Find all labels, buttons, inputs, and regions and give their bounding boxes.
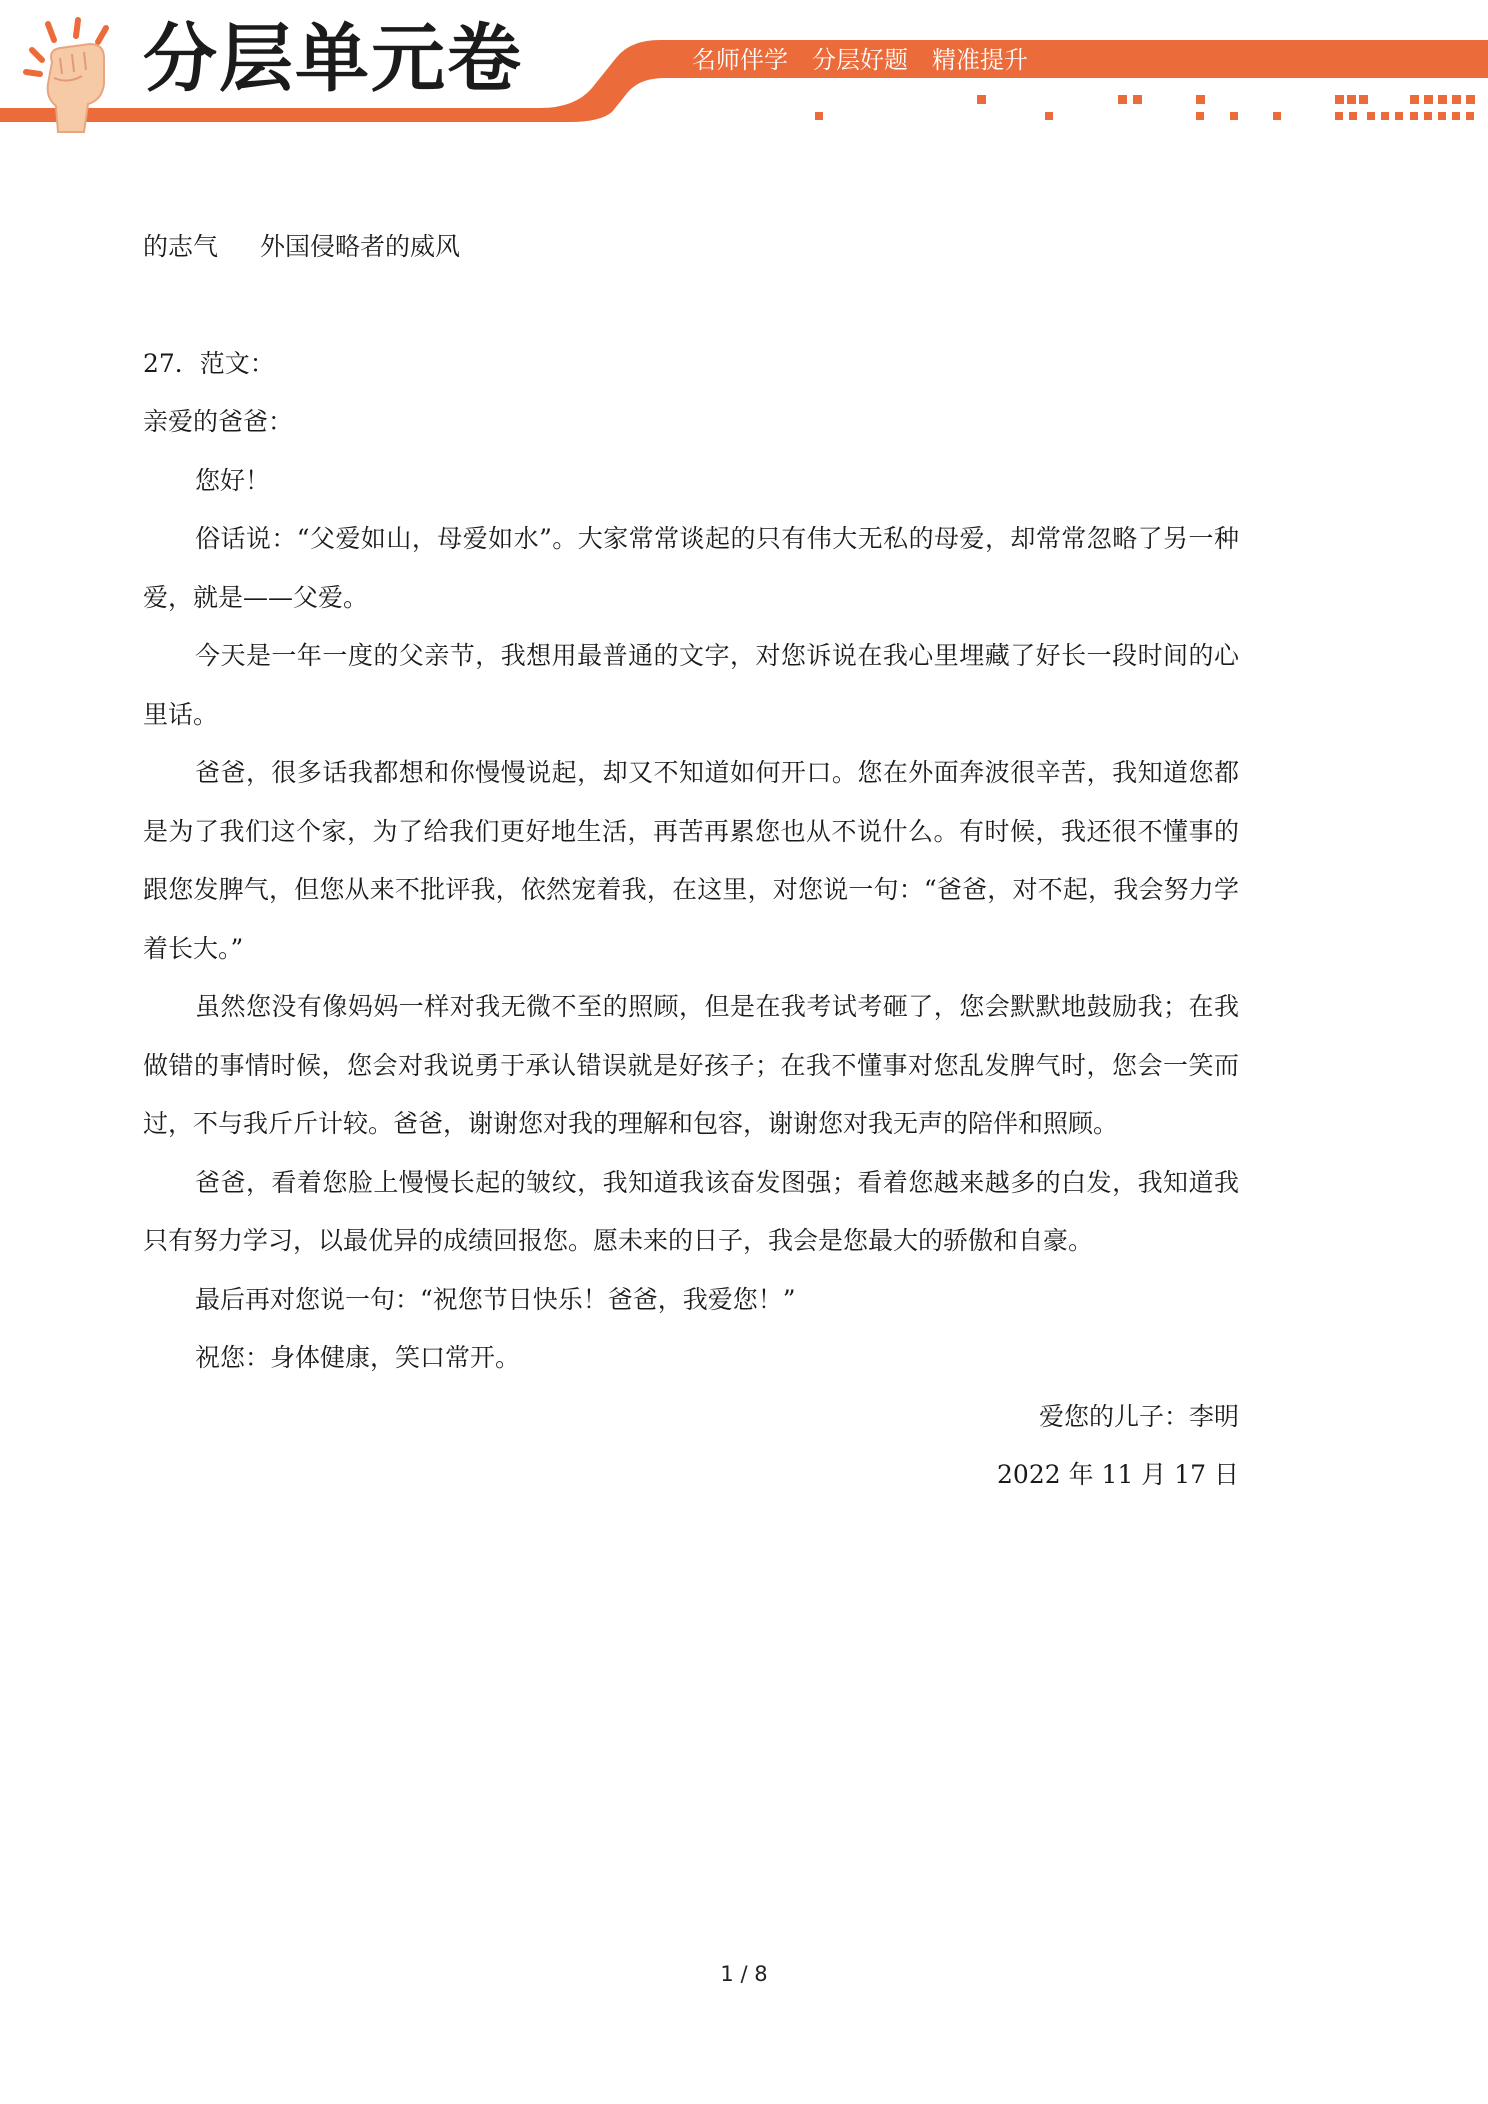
slogan-2: 分层好题 [812,46,908,74]
fragment-line [143,218,1239,277]
paragraph: 爸爸，很多话我都想和你慢慢说起，却又不知道如何开口。您在外面奔波很辛苦，我知道您都是为了我们这个家，为了给我们更好地生活，再苦再累您也从不说什么。有时候，我还很不懂事的跟您发脾气，但您从来不批评我，依然宠着我，在这里，对您说一句：“爸爸，对不起，我会努力学着长大。” [143,758,1239,963]
closing-wish: 祝您：身体健康，笑口常开。 [195,1343,521,1372]
question-label: 27．范文： [143,348,275,378]
letter-date: 2022 年 11 月 17 日 [997,1460,1239,1489]
paragraph: 虽然您没有像妈妈一样对我无微不至的照顾，但是在我考试考砸了，您会默默地鼓励我；在我做错的事情时候，您会对我说勇于承认错误就是好孩子；在我不懂事对您乱发脾气时，您会一笑而过，不与我斤斤计较。爸爸，谢谢您对我的理解和包容，谢谢您对我无声的陪伴和照顾。 [143,992,1239,1138]
greeting: 您好！ [195,465,271,495]
salutation: 亲爱的爸爸： [143,407,294,436]
slogan-1: 名师伴学 [692,46,788,74]
brand-title: 分层单元卷 [143,16,523,102]
fragment-1: 的志气 [143,232,219,261]
signature: 爱您的儿子：李明 [1038,1401,1239,1431]
paragraph: 俗话说：“父爱如山，母爱如水”。大家常常谈起的只有伟大无私的母爱，却常常忽略了另一种爱，就是——父爱。 [143,524,1239,612]
paragraph: 今天是一年一度的父亲节，我想用最普通的文字，对您诉说在我心里埋藏了好长一段时间的心里话。 [143,641,1239,729]
page-header [0,0,1488,140]
page-number: 1 / 8 [720,1962,768,1986]
slogan-group [692,43,1028,77]
paragraph: 最后再对您说一句：“祝您节日快乐！爸爸，我爱您！” [195,1284,796,1314]
fist-icon [18,14,133,139]
document-body [143,218,1239,1505]
fragment-2: 外国侵略者的威风 [260,232,461,261]
slogan-3: 精准提升 [932,46,1028,74]
paragraph: 爸爸，看着您脸上慢慢长起的皱纹，我知道我该奋发图强；看着您越来越多的白发，我知道我只有努力学习，以最优异的成绩回报您。愿未来的日子，我会是您最大的骄傲和自豪。 [143,1167,1239,1255]
